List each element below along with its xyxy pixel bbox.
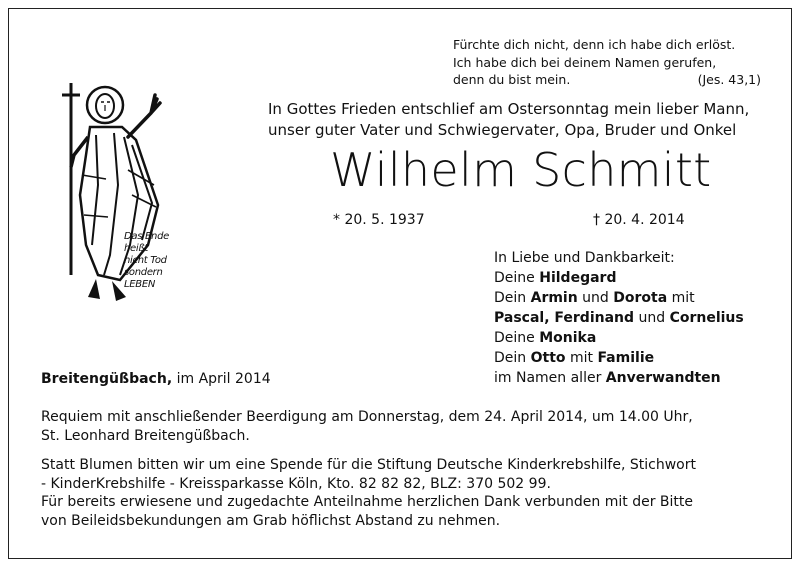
deceased-name: Wilhelm Schmitt [330,143,712,197]
inscription-line: LEBEN [124,279,156,290]
verse-last-line [453,71,761,89]
intro-line: unser guter Vater und Schwiegervater, Opa, Bruder und Onkel [268,121,737,139]
verse-line: Fürchte dich nicht, denn ich habe dich erlöst. [453,37,736,52]
mourners-list [494,248,744,388]
intro-line: In Gottes Frieden entschlief am Ostersonntag mein lieber Mann, [268,100,750,118]
place-name: Breitengüßbach, [41,371,173,387]
mourner-text: Deine [494,270,540,286]
risen-christ-artwork [58,75,173,324]
mourner-name: Pascal, Ferdinand [494,310,635,326]
thanks-line: Für bereits erwiesene und zugedachte Anteilnahme herzlichen Dank verbunden mit der Bitte [41,494,694,510]
mourner-line [494,308,744,328]
requiem-line: Requiem mit anschließender Beerdigung am Donnerstag, dem 24. April 2014, um 14.00 Uhr, [41,409,693,425]
announcement-intro [268,99,749,141]
thanks-line: von Beileidsbekundungen am Grab höflichst Abstand zu nehmen. [41,512,501,529]
place-and-date [41,371,271,387]
mourner-name: Familie [597,350,655,366]
mourner-text: mit [565,350,598,366]
mourner-text: Dein [494,350,531,366]
donation-info [41,456,696,530]
verse-reference: (Jes. 43,1) [697,72,761,87]
mourner-line [494,368,744,388]
mourner-text: im Namen aller [494,370,606,386]
mourner-line [494,268,744,288]
mourner-name: Armin [530,290,578,306]
artwork-inscription [124,231,169,291]
donation-line: - KinderKrebshilfe - Kreissparkasse Köln, Kto. 82 82 82, BLZ: 370 502 99. [41,475,551,492]
date-text: im April 2014 [172,371,271,387]
mourner-name: Dorota [613,290,668,306]
requiem-info [41,408,693,445]
birth-date: * 20. 5. 1937 [333,212,425,228]
verse-line: denn du bist mein. [453,72,571,87]
inscription-line: sondern [124,267,163,278]
donation-line: Statt Blumen bitten wir um eine Spende für die Stiftung Deutsche Kinderkrebshilfe, Stichwort [41,457,696,473]
mourner-line [494,288,744,308]
inscription-line: nicht Tod [124,255,167,266]
mourners-heading: In Liebe und Dankbarkeit: [494,250,675,266]
mourner-text: Dein [494,290,531,306]
death-date: † 20. 4. 2014 [593,212,685,228]
inscription-line: heißt [124,243,148,254]
mourner-name: Monika [539,330,597,346]
requiem-line: St. Leonhard Breitengüßbach. [41,427,250,444]
inscription-line: Das Ende [124,231,169,242]
mourner-name: Anverwandten [605,370,721,386]
mourner-text: und [634,310,670,326]
bible-verse [453,36,761,89]
mourner-line [494,328,744,348]
mourner-name: Otto [530,350,566,366]
mourner-name: Cornelius [669,310,744,326]
mourner-name: Hildegard [539,270,617,286]
mourner-text: Deine [494,330,540,346]
mourner-text: mit [667,290,695,306]
mourner-text: und [577,290,614,306]
mourner-line [494,348,744,368]
verse-line: Ich habe dich bei deinem Namen gerufen, [453,54,717,70]
